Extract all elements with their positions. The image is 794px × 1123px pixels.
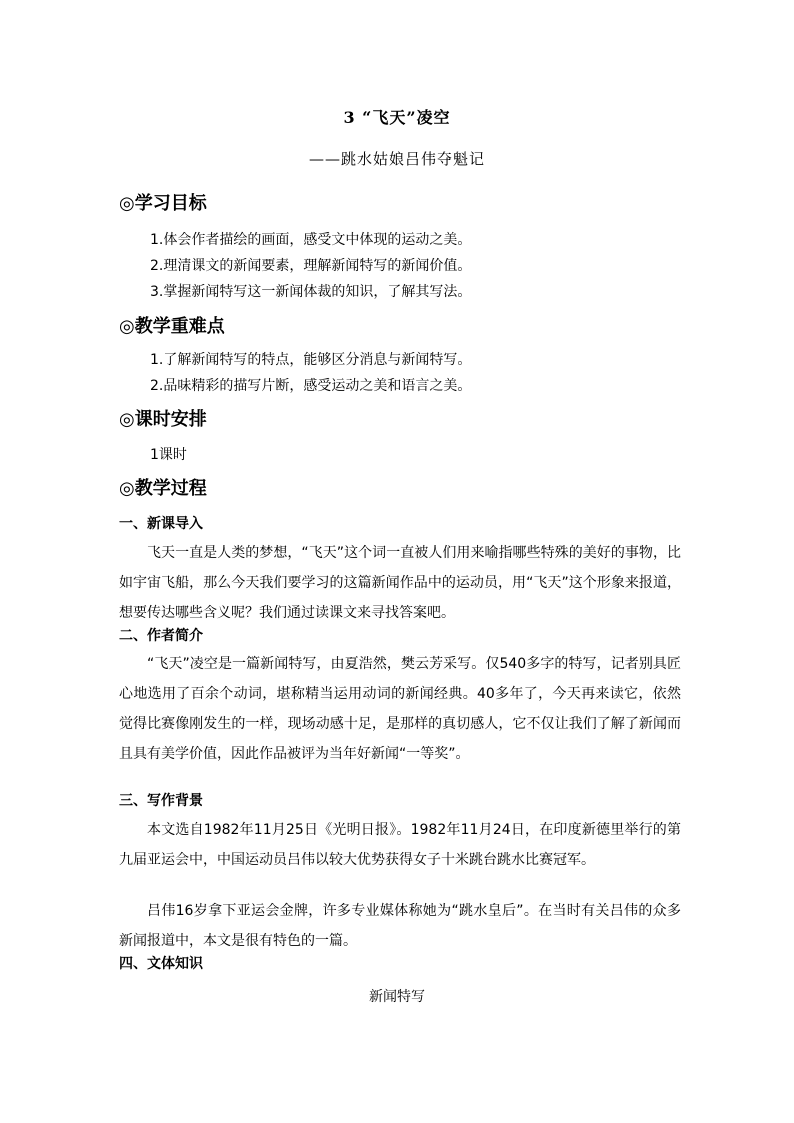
- goal-item: 2.理清课文的新闻要素，理解新闻特写的新闻价值。: [150, 258, 472, 274]
- key-point-item: 1.了解新闻特写的特点，能够区分消息与新闻特写。: [150, 352, 472, 368]
- paragraph-background: 吕伟16岁拿下亚运会金牌，许多专业媒体称她为“跳水皇后”。在当时有关吕伟的众多新闻报道中，本文是很有特色的一篇。: [119, 903, 681, 949]
- goal-item: 1.体会作者描绘的画面，感受文中体现的运动之美。: [150, 232, 472, 248]
- paragraph-author: “飞天”凌空是一篇新闻特写，由夏浩然，樊云芳采写。仅540多字的特写，记者别具匠心地选用了百余个动词，堪称精当运用动词的新闻经典。40多年了，今天再来读它，依然觉得比赛像刚发生的一样，现场动感十足，是那样的真切感人，它不仅让我们了解了新闻而且具有美学价值，因此作品被评为当年好新闻“一等奖”。: [119, 656, 681, 762]
- sub-heading-genre: 四、文体知识: [119, 956, 203, 972]
- key-point-item: 2.品味精彩的描写片断，感受运动之美和语言之美。: [150, 378, 472, 394]
- schedule-value: 1课时: [150, 447, 187, 463]
- sub-heading-author: 二、作者简介: [119, 628, 203, 644]
- paragraph-background: 本文选自1982年11月25日《光明日报》。1982年11月24日，在印度新德里举行的第九届亚运会中，中国运动员吕伟以较大优势获得女子十米跳台跳水比赛冠军。: [119, 822, 681, 868]
- paragraph-intro: 飞天一直是人类的梦想，“飞天”这个词一直被人们用来喻指哪些特殊的美好的事物，比如宇宙飞船，那么今天我们要学习的这篇新闻作品中的运动员，用“飞天”这个形象来报道，想要传达哪些含义呢？我们通过读课文来寻找答案吧。: [119, 545, 681, 621]
- section-heading-schedule: ◎课时安排: [119, 409, 207, 430]
- document-subtitle: ——跳水姑娘吕伟夺魁记: [308, 150, 485, 168]
- genre-text: 新闻特写: [369, 989, 425, 1005]
- section-heading-goals: ◎学习目标: [119, 193, 207, 214]
- goal-item: 3.掌握新闻特写这一新闻体裁的知识，了解其写法。: [150, 284, 472, 300]
- sub-heading-intro: 一、新课导入: [119, 516, 203, 532]
- section-heading-process: ◎教学过程: [119, 478, 207, 499]
- section-heading-key-points: ◎教学重难点: [119, 316, 225, 337]
- document-title: 3 “飞天”凌空: [343, 108, 451, 127]
- sub-heading-background: 三、写作背景: [119, 793, 203, 809]
